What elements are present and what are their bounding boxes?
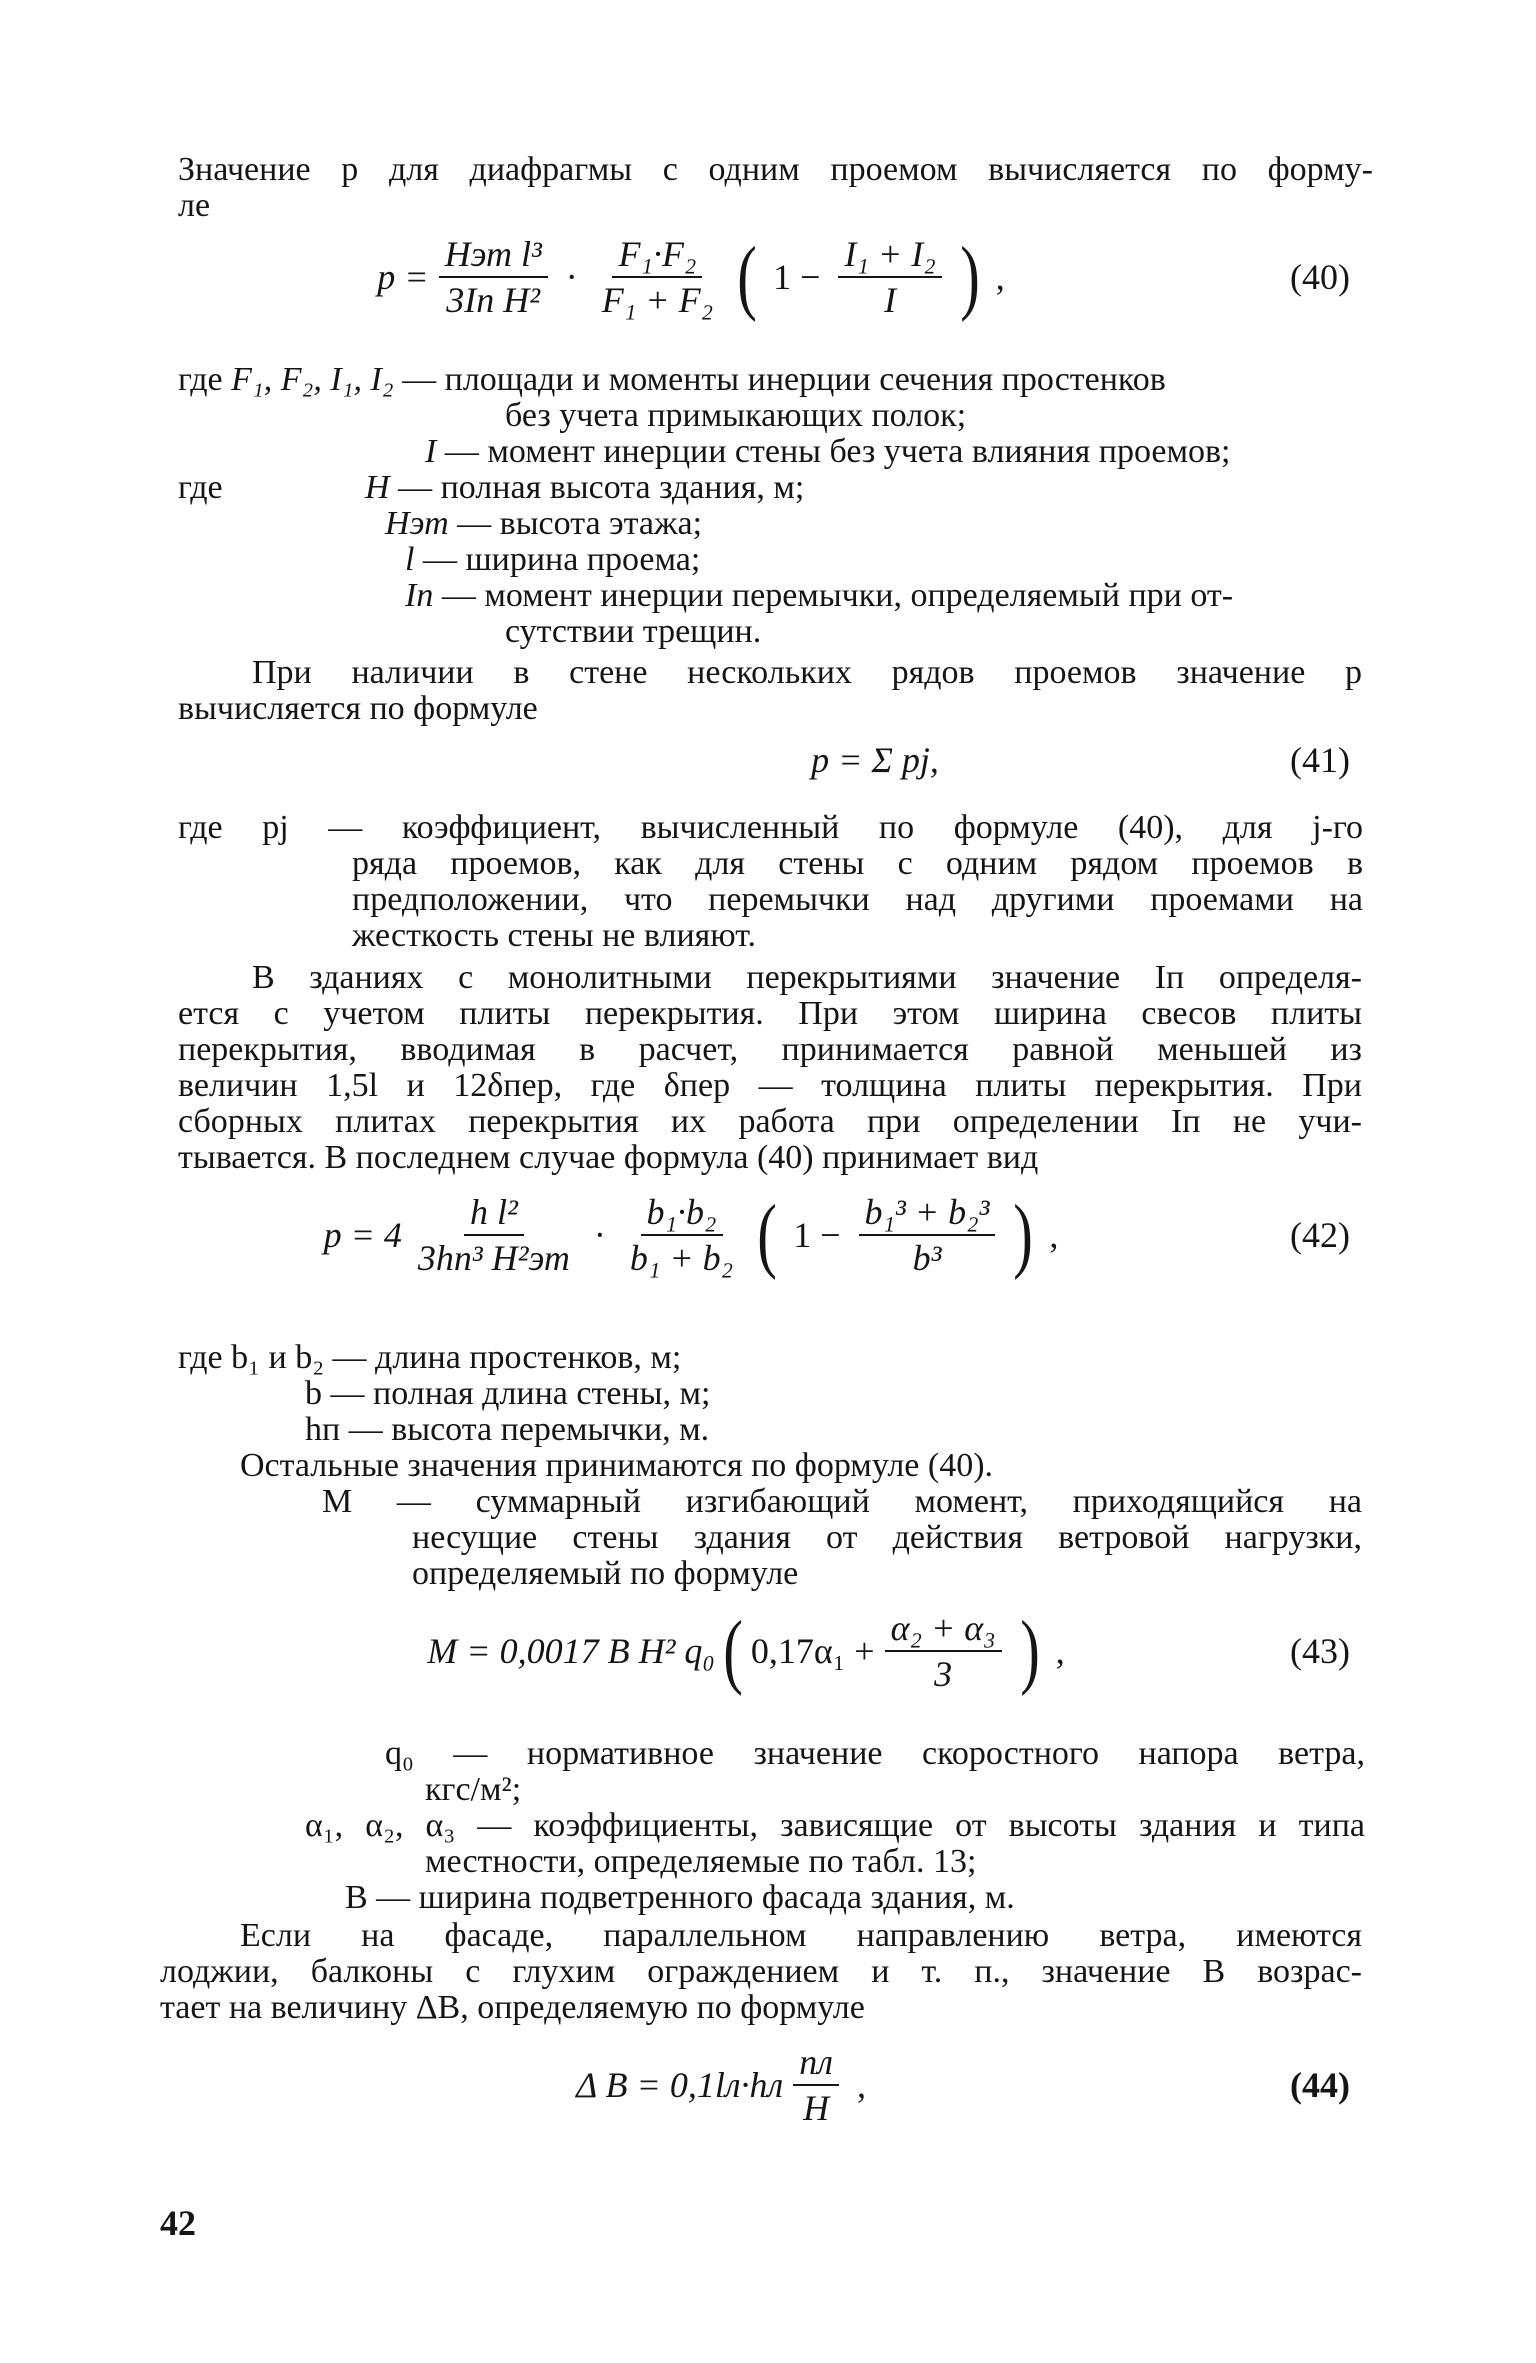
para-rows-line: При наличии в стене нескольких рядов проемов значение p [252, 654, 1362, 691]
eq42-f2-denominator: b₁ + b₂ [629, 1238, 734, 1278]
def43-line: q₀ — нормативное значение скоростного напора ветра, [385, 1735, 1365, 1772]
eq40-f1-numerator: Hэт l³ [439, 236, 548, 278]
eq43-right-paren: ) [1019, 1604, 1040, 1697]
rest-line: Остальные значения принимаются по формуле (40). [240, 1447, 994, 1484]
def41-line: жесткость стены не влияют. [352, 917, 757, 954]
eq43-left-paren: ( [723, 1604, 743, 1697]
def40-row [365, 470, 804, 506]
m-def-line: несущие стены здания от действия ветровой нагрузки, [412, 1519, 1362, 1556]
def43-line: кгс/м²; [425, 1771, 522, 1808]
eq40-number: (40) [1290, 257, 1350, 297]
def-dash: — [444, 433, 479, 470]
para-mono-line: тывается. В последнем случае формула (40) принимает вид [178, 1139, 1039, 1176]
def40-row [505, 398, 966, 434]
def-symbol: Hэт [385, 505, 449, 542]
m-def-line: определяемый по формуле [412, 1555, 799, 1592]
def40-row [505, 614, 761, 650]
eq43-comma: , [1055, 1631, 1065, 1671]
eq43-number: (43) [1290, 1631, 1350, 1671]
eq42-right-paren: ) [1013, 1188, 1034, 1281]
eq40-fraction-2 [596, 236, 719, 318]
eq42-f3-numerator: b₁³ + b₂³ [859, 1194, 996, 1236]
def40-row [385, 506, 702, 542]
def-dash: — [422, 541, 457, 578]
def42-line: где b₁ и b₂ — длина простенков, м; [178, 1339, 682, 1376]
eq40-f1-denominator: 3Iп H² [446, 280, 541, 320]
def40-row [178, 362, 1166, 398]
equation-41 [160, 720, 1350, 800]
def-text: момент инерции стены без учета влияния проемов; [487, 433, 1231, 470]
def-text: площади и моменты инерции сечения простенков [444, 361, 1166, 398]
def-text: высота этажа; [499, 505, 703, 542]
def-text: момент инерции перемычки, определяемый при от- [484, 577, 1234, 614]
eq43-denominator: 3 [934, 1654, 953, 1694]
eq44-denominator: H [803, 2088, 830, 2128]
eq42-dot: · [593, 1215, 606, 1255]
page-number: 42 [160, 2203, 196, 2243]
def-symbol: F₁, F₂, I₁, I₂ [231, 361, 394, 398]
def-symbol: H [365, 469, 390, 506]
def40-row [178, 470, 223, 506]
def42-line: b — полная длина стены, м; [305, 1375, 711, 1412]
para-mono-line: величин 1,5l и 12δпер, где δпер — толщина плиты перекрытия. При [178, 1067, 1362, 1104]
def-text: ширина проема; [465, 541, 701, 578]
def-dash: — [441, 577, 476, 614]
def40-row [405, 542, 700, 578]
eq40-f2-numerator: F₁·F₂ [612, 236, 702, 278]
para-mono-line: В зданиях с монолитными перекрытиями значение Iп определя- [252, 959, 1362, 996]
eq40-lhs: p = [377, 257, 429, 297]
para-loggia-line: лоджии, балконы с глухим ограждением и т. п., значение B возрас- [160, 1953, 1362, 1990]
eq42-f3-denominator: b³ [912, 1238, 942, 1278]
def-dash: — [398, 469, 433, 506]
para-loggia-line: тает на величину ΔB, определяемую по формуле [160, 1989, 865, 2026]
def42-line: hп — высота перемычки, м. [305, 1411, 710, 1448]
def40-row [425, 434, 1231, 470]
def43-line: местности, определяемые по табл. 13; [425, 1843, 977, 1880]
para-loggia-line: Если на фасаде, параллельном направлению ветра, имеются [240, 1917, 1362, 1954]
eq40-dot: · [565, 257, 578, 297]
def43-line: B — ширина подветренного фасада здания, м. [345, 1879, 1015, 1916]
eq40-left-paren: ( [737, 230, 757, 323]
eq43-fraction [885, 1610, 1002, 1692]
eq42-fraction-1 [412, 1194, 576, 1276]
eq44-lhs: Δ B = 0,1lл·hл [576, 2065, 784, 2105]
intro-line-1: Значение p для диафрагмы с одним проемом вычисляется по форму- [178, 151, 1373, 188]
def-symbol: Iп [405, 577, 434, 614]
eq40-f2-denominator: F₁ + F₂ [601, 280, 714, 320]
def43-line: α₁, α₂, α₃ — коэффициенты, зависящие от высоты здания и типа [305, 1807, 1365, 1844]
eq44-fraction [793, 2044, 839, 2126]
eq41-body: p = Σ pj, [811, 740, 939, 780]
eq42-left-paren: ( [757, 1188, 777, 1281]
equation-42 [160, 1180, 1350, 1290]
def-text: сутствии трещин. [505, 613, 762, 650]
para-rows-line: вычисляется по формуле [178, 690, 538, 727]
eq42-f1-denominator: 3hп³ H²эт [417, 1238, 570, 1278]
eq42-comma: , [1049, 1215, 1059, 1255]
eq42-lhs: p = 4 [323, 1215, 402, 1255]
eq44-numerator: nл [793, 2044, 839, 2086]
eq40-fraction-3 [838, 236, 941, 318]
eq40-f3-numerator: I₁ + I₂ [838, 236, 941, 278]
eq42-f2-numerator: b₁·b₂ [641, 1194, 723, 1236]
eq43-lhs: M = 0,0017 B H² q₀ [427, 1631, 715, 1671]
def-text: полная высота здания, м; [440, 469, 805, 506]
para-mono-line: перекрытия, вводимая в расчет, принимается равной меньшей из [178, 1031, 1362, 1068]
eq42-one-minus: 1 − [793, 1215, 841, 1255]
def-symbol: l [405, 541, 415, 578]
equation-43 [160, 1596, 1350, 1706]
eq42-f1-numerator: h l² [464, 1194, 524, 1236]
def-prefix: где [178, 361, 223, 398]
eq40-comma: , [995, 257, 1005, 297]
eq42-number: (42) [1290, 1215, 1350, 1255]
eq44-number: (44) [1290, 2065, 1350, 2105]
para-mono-line: ется с учетом плиты перекрытия. При этом ширина свесов плиты [178, 995, 1362, 1032]
def-prefix: где [178, 469, 223, 506]
def40-row [405, 578, 1233, 614]
eq42-fraction-3 [859, 1194, 996, 1276]
intro-line-2: ле [178, 187, 211, 224]
eq40-fraction-1 [439, 236, 548, 318]
def41-line: где pj — коэффициент, вычисленный по формуле (40), для j-го [178, 809, 1363, 846]
def-dash: — [457, 505, 492, 542]
def-symbol: I [425, 433, 437, 470]
eq44-comma: , [856, 2065, 866, 2105]
eq40-one-minus: 1 − [773, 257, 821, 297]
eq41-number: (41) [1290, 740, 1350, 780]
def41-line: ряда проемов, как для стены с одним рядом проемов в [352, 845, 1363, 882]
eq42-fraction-2 [624, 1194, 739, 1276]
def41-line: предположении, что перемычки над другими проемами на [352, 881, 1363, 918]
eq43-inner: 0,17α₁ + [750, 1631, 875, 1671]
eq43-numerator: α₂ + α₃ [885, 1610, 1002, 1652]
eq40-f3-denominator: I [884, 280, 897, 320]
m-def-line: M — суммарный изгибающий момент, приходящийся на [322, 1483, 1362, 1520]
equation-44 [160, 2030, 1350, 2140]
eq40-right-paren: ) [959, 230, 980, 323]
equation-40 [160, 222, 1350, 332]
def-text: без учета примыкающих полок; [505, 397, 967, 434]
def-dash: — [402, 361, 437, 398]
para-mono-line: сборных плитах перекрытия их работа при определении Iп не учи- [178, 1103, 1362, 1140]
